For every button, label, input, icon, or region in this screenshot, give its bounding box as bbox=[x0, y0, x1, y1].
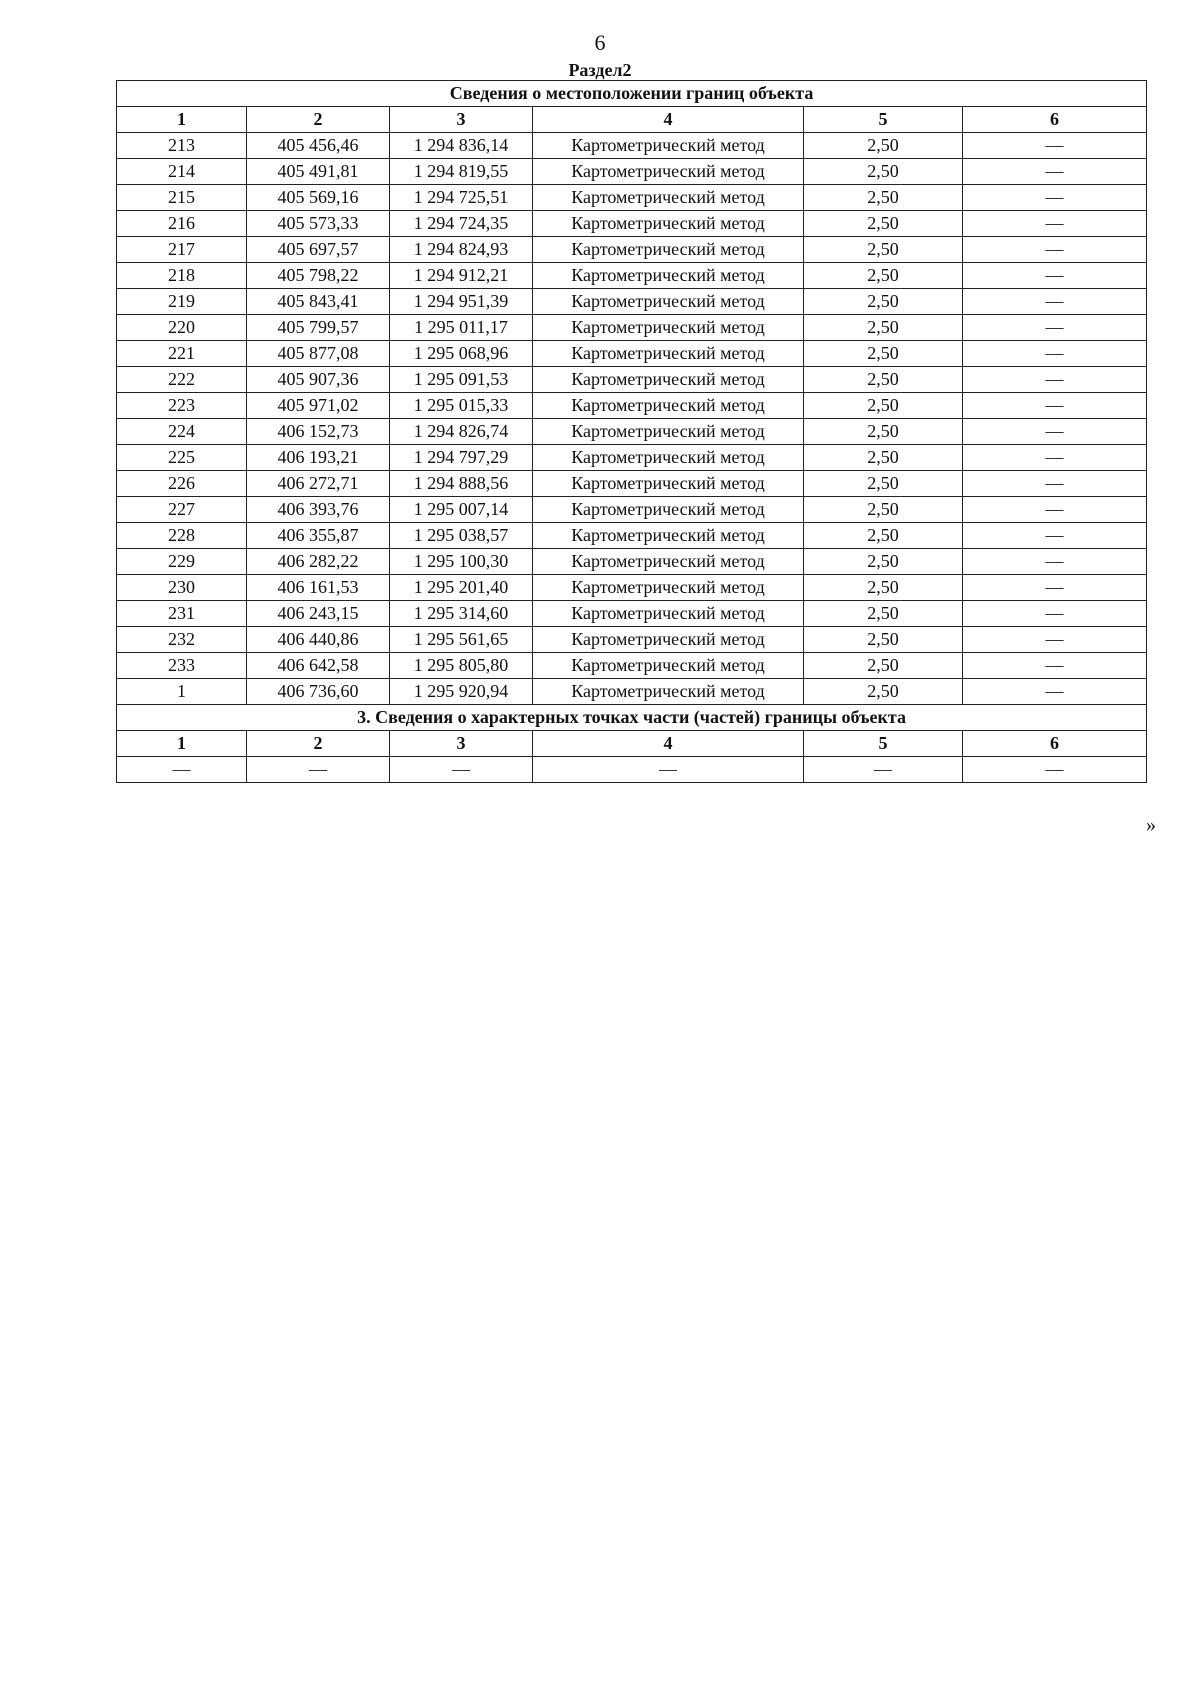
column-header: 3 bbox=[390, 731, 533, 757]
table-cell: Картометрический метод bbox=[533, 263, 804, 289]
table-row bbox=[117, 757, 1147, 783]
table-cell: Картометрический метод bbox=[533, 315, 804, 341]
table-cell: 1 295 100,30 bbox=[390, 549, 533, 575]
table-cell: 218 bbox=[117, 263, 247, 289]
table-row bbox=[117, 133, 1147, 159]
table-row bbox=[117, 471, 1147, 497]
table-cell: 1 bbox=[117, 679, 247, 705]
table-cell: 2,50 bbox=[804, 445, 963, 471]
table-cell: 406 355,87 bbox=[247, 523, 390, 549]
table-cell: 1 295 068,96 bbox=[390, 341, 533, 367]
table-title-row-cell: Сведения о местоположении границ объекта bbox=[117, 81, 1147, 107]
table-cell: — bbox=[963, 289, 1147, 315]
table-row bbox=[117, 159, 1147, 185]
table-cell: 2,50 bbox=[804, 185, 963, 211]
table-cell: Картометрический метод bbox=[533, 393, 804, 419]
table-cell: 405 697,57 bbox=[247, 237, 390, 263]
table-row bbox=[117, 341, 1147, 367]
table-cell: 224 bbox=[117, 419, 247, 445]
table-cell: — bbox=[963, 549, 1147, 575]
table-row bbox=[117, 263, 1147, 289]
table-cell: 2,50 bbox=[804, 263, 963, 289]
table-cell: 406 642,58 bbox=[247, 653, 390, 679]
table-row bbox=[117, 601, 1147, 627]
table-cell: Картометрический метод bbox=[533, 185, 804, 211]
table-cell: 405 491,81 bbox=[247, 159, 390, 185]
table-cell: 1 295 011,17 bbox=[390, 315, 533, 341]
table-cell: 405 573,33 bbox=[247, 211, 390, 237]
table-cell: 406 243,15 bbox=[247, 601, 390, 627]
column-header: 1 bbox=[117, 107, 247, 133]
table-cell: Картометрический метод bbox=[533, 575, 804, 601]
table-cell: Картометрический метод bbox=[533, 523, 804, 549]
table-cell: — bbox=[963, 679, 1147, 705]
column-header: 1 bbox=[117, 731, 247, 757]
table-cell: Картометрический метод bbox=[533, 627, 804, 653]
table-cell: 217 bbox=[117, 237, 247, 263]
table-cell: — bbox=[963, 341, 1147, 367]
table-cell: 214 bbox=[117, 159, 247, 185]
part-table-title-row-cell: 3. Сведения о характерных точках части (частей) границы объекта bbox=[117, 705, 1147, 731]
table-cell: 2,50 bbox=[804, 601, 963, 627]
table-cell: Картометрический метод bbox=[533, 289, 804, 315]
table-cell: Картометрический метод bbox=[533, 159, 804, 185]
table-row bbox=[117, 653, 1147, 679]
table-cell: 220 bbox=[117, 315, 247, 341]
table-row bbox=[117, 627, 1147, 653]
table-row bbox=[117, 211, 1147, 237]
table-cell: 406 736,60 bbox=[247, 679, 390, 705]
table-cell: 2,50 bbox=[804, 549, 963, 575]
column-header: 4 bbox=[533, 731, 804, 757]
table-cell: 405 569,16 bbox=[247, 185, 390, 211]
table-cell: — bbox=[963, 653, 1147, 679]
table-cell: 1 294 826,74 bbox=[390, 419, 533, 445]
table-cell: 216 bbox=[117, 211, 247, 237]
table-cell: — bbox=[963, 419, 1147, 445]
table-row bbox=[117, 549, 1147, 575]
table-cell: 2,50 bbox=[804, 575, 963, 601]
table-cell: 2,50 bbox=[804, 159, 963, 185]
table-cell: — bbox=[963, 445, 1147, 471]
table-cell: 229 bbox=[117, 549, 247, 575]
table-cell: 1 294 824,93 bbox=[390, 237, 533, 263]
table-cell: 2,50 bbox=[804, 315, 963, 341]
table-row bbox=[117, 367, 1147, 393]
table-cell: 1 294 912,21 bbox=[390, 263, 533, 289]
table-row bbox=[117, 575, 1147, 601]
table-cell: — bbox=[963, 315, 1147, 341]
table-cell: Картометрический метод bbox=[533, 497, 804, 523]
table-cell: — bbox=[117, 757, 247, 783]
table-cell: 1 294 819,55 bbox=[390, 159, 533, 185]
table-cell: 221 bbox=[117, 341, 247, 367]
table-cell: Картометрический метод bbox=[533, 679, 804, 705]
table-cell: 233 bbox=[117, 653, 247, 679]
table-cell: 406 193,21 bbox=[247, 445, 390, 471]
column-header: 2 bbox=[247, 731, 390, 757]
table-cell: Картометрический метод bbox=[533, 471, 804, 497]
table-cell: 225 bbox=[117, 445, 247, 471]
part-table-header-row bbox=[117, 731, 1147, 757]
table-cell: — bbox=[963, 211, 1147, 237]
table-cell: — bbox=[963, 133, 1147, 159]
table-cell: 1 295 038,57 bbox=[390, 523, 533, 549]
column-header: 5 bbox=[804, 107, 963, 133]
table-cell: — bbox=[963, 471, 1147, 497]
table-row bbox=[117, 393, 1147, 419]
table-cell: 2,50 bbox=[804, 523, 963, 549]
table-cell: 2,50 bbox=[804, 211, 963, 237]
table-cell: 219 bbox=[117, 289, 247, 315]
table-cell: 1 295 201,40 bbox=[390, 575, 533, 601]
table-row bbox=[117, 523, 1147, 549]
table-cell: 1 295 015,33 bbox=[390, 393, 533, 419]
table-cell: 231 bbox=[117, 601, 247, 627]
table-cell: — bbox=[963, 237, 1147, 263]
table-cell: 406 152,73 bbox=[247, 419, 390, 445]
part-table-title-row bbox=[117, 705, 1147, 731]
table-cell: 1 295 007,14 bbox=[390, 497, 533, 523]
table-cell: — bbox=[963, 627, 1147, 653]
table-row bbox=[117, 679, 1147, 705]
table-cell: Картометрический метод bbox=[533, 133, 804, 159]
table-cell: 405 456,46 bbox=[247, 133, 390, 159]
table-cell: 2,50 bbox=[804, 419, 963, 445]
table-cell: 2,50 bbox=[804, 627, 963, 653]
table-cell: — bbox=[963, 159, 1147, 185]
column-header: 5 bbox=[804, 731, 963, 757]
column-header: 6 bbox=[963, 731, 1147, 757]
table-cell: Картометрический метод bbox=[533, 549, 804, 575]
closing-quote-mark: » bbox=[1146, 814, 1156, 836]
table-cell: — bbox=[963, 575, 1147, 601]
table-cell: 1 295 805,80 bbox=[390, 653, 533, 679]
table-cell: 405 971,02 bbox=[247, 393, 390, 419]
table-cell: 1 295 091,53 bbox=[390, 367, 533, 393]
table-cell: 1 294 725,51 bbox=[390, 185, 533, 211]
column-header: 3 bbox=[390, 107, 533, 133]
table-cell: — bbox=[247, 757, 390, 783]
table-cell: — bbox=[963, 393, 1147, 419]
table-cell: 406 272,71 bbox=[247, 471, 390, 497]
table-cell: 2,50 bbox=[804, 289, 963, 315]
table-title-row bbox=[117, 81, 1147, 107]
table-cell: Картометрический метод bbox=[533, 211, 804, 237]
table-cell: 213 bbox=[117, 133, 247, 159]
table-cell: 223 bbox=[117, 393, 247, 419]
table-cell: 405 798,22 bbox=[247, 263, 390, 289]
table-cell: — bbox=[804, 757, 963, 783]
page-number: 6 bbox=[594, 30, 606, 55]
table-cell: 405 799,57 bbox=[247, 315, 390, 341]
table-cell: 405 877,08 bbox=[247, 341, 390, 367]
table-cell: Картометрический метод bbox=[533, 237, 804, 263]
table-cell: — bbox=[963, 185, 1147, 211]
table-cell: 1 294 724,35 bbox=[390, 211, 533, 237]
table-row bbox=[117, 185, 1147, 211]
table-cell: 226 bbox=[117, 471, 247, 497]
table-cell: 405 907,36 bbox=[247, 367, 390, 393]
table-cell: — bbox=[963, 497, 1147, 523]
table-header-row bbox=[117, 107, 1147, 133]
table-cell: — bbox=[963, 757, 1147, 783]
table-cell: 228 bbox=[117, 523, 247, 549]
table-cell: 2,50 bbox=[804, 679, 963, 705]
table-row bbox=[117, 289, 1147, 315]
table-cell: — bbox=[533, 757, 804, 783]
table-row bbox=[117, 237, 1147, 263]
table-cell: 227 bbox=[117, 497, 247, 523]
table-cell: 230 bbox=[117, 575, 247, 601]
table-cell: 406 440,86 bbox=[247, 627, 390, 653]
table-row bbox=[117, 497, 1147, 523]
table-cell: — bbox=[390, 757, 533, 783]
table-cell: 2,50 bbox=[804, 341, 963, 367]
table-cell: — bbox=[963, 367, 1147, 393]
table-cell: 406 282,22 bbox=[247, 549, 390, 575]
table-cell: 2,50 bbox=[804, 367, 963, 393]
table-cell: 2,50 bbox=[804, 471, 963, 497]
table-cell: 215 bbox=[117, 185, 247, 211]
table-cell: 1 294 836,14 bbox=[390, 133, 533, 159]
table-cell: 1 294 888,56 bbox=[390, 471, 533, 497]
table-cell: 2,50 bbox=[804, 497, 963, 523]
column-header: 6 bbox=[963, 107, 1147, 133]
table-cell: 2,50 bbox=[804, 237, 963, 263]
table-cell: 1 295 561,65 bbox=[390, 627, 533, 653]
boundary-table bbox=[116, 80, 1147, 783]
table-cell: Картометрический метод bbox=[533, 601, 804, 627]
table-cell: Картометрический метод bbox=[533, 367, 804, 393]
table-row bbox=[117, 445, 1147, 471]
table-cell: 406 393,76 bbox=[247, 497, 390, 523]
column-header: 2 bbox=[247, 107, 390, 133]
table-cell: 1 295 920,94 bbox=[390, 679, 533, 705]
table-row bbox=[117, 315, 1147, 341]
table-cell: 1 294 797,29 bbox=[390, 445, 533, 471]
table-cell: 406 161,53 bbox=[247, 575, 390, 601]
table-cell: 232 bbox=[117, 627, 247, 653]
table-cell: Картометрический метод bbox=[533, 445, 804, 471]
table-cell: 2,50 bbox=[804, 653, 963, 679]
table-cell: Картометрический метод bbox=[533, 419, 804, 445]
table-cell: 222 bbox=[117, 367, 247, 393]
table-cell: — bbox=[963, 263, 1147, 289]
table-cell: 2,50 bbox=[804, 393, 963, 419]
table-row bbox=[117, 419, 1147, 445]
table-cell: 1 295 314,60 bbox=[390, 601, 533, 627]
table-cell: — bbox=[963, 601, 1147, 627]
column-header: 4 bbox=[533, 107, 804, 133]
table-cell: 405 843,41 bbox=[247, 289, 390, 315]
section-title: Раздел2 bbox=[568, 60, 632, 80]
table-cell: Картометрический метод bbox=[533, 653, 804, 679]
table-cell: 2,50 bbox=[804, 133, 963, 159]
table-cell: — bbox=[963, 523, 1147, 549]
table-cell: 1 294 951,39 bbox=[390, 289, 533, 315]
table-cell: Картометрический метод bbox=[533, 341, 804, 367]
